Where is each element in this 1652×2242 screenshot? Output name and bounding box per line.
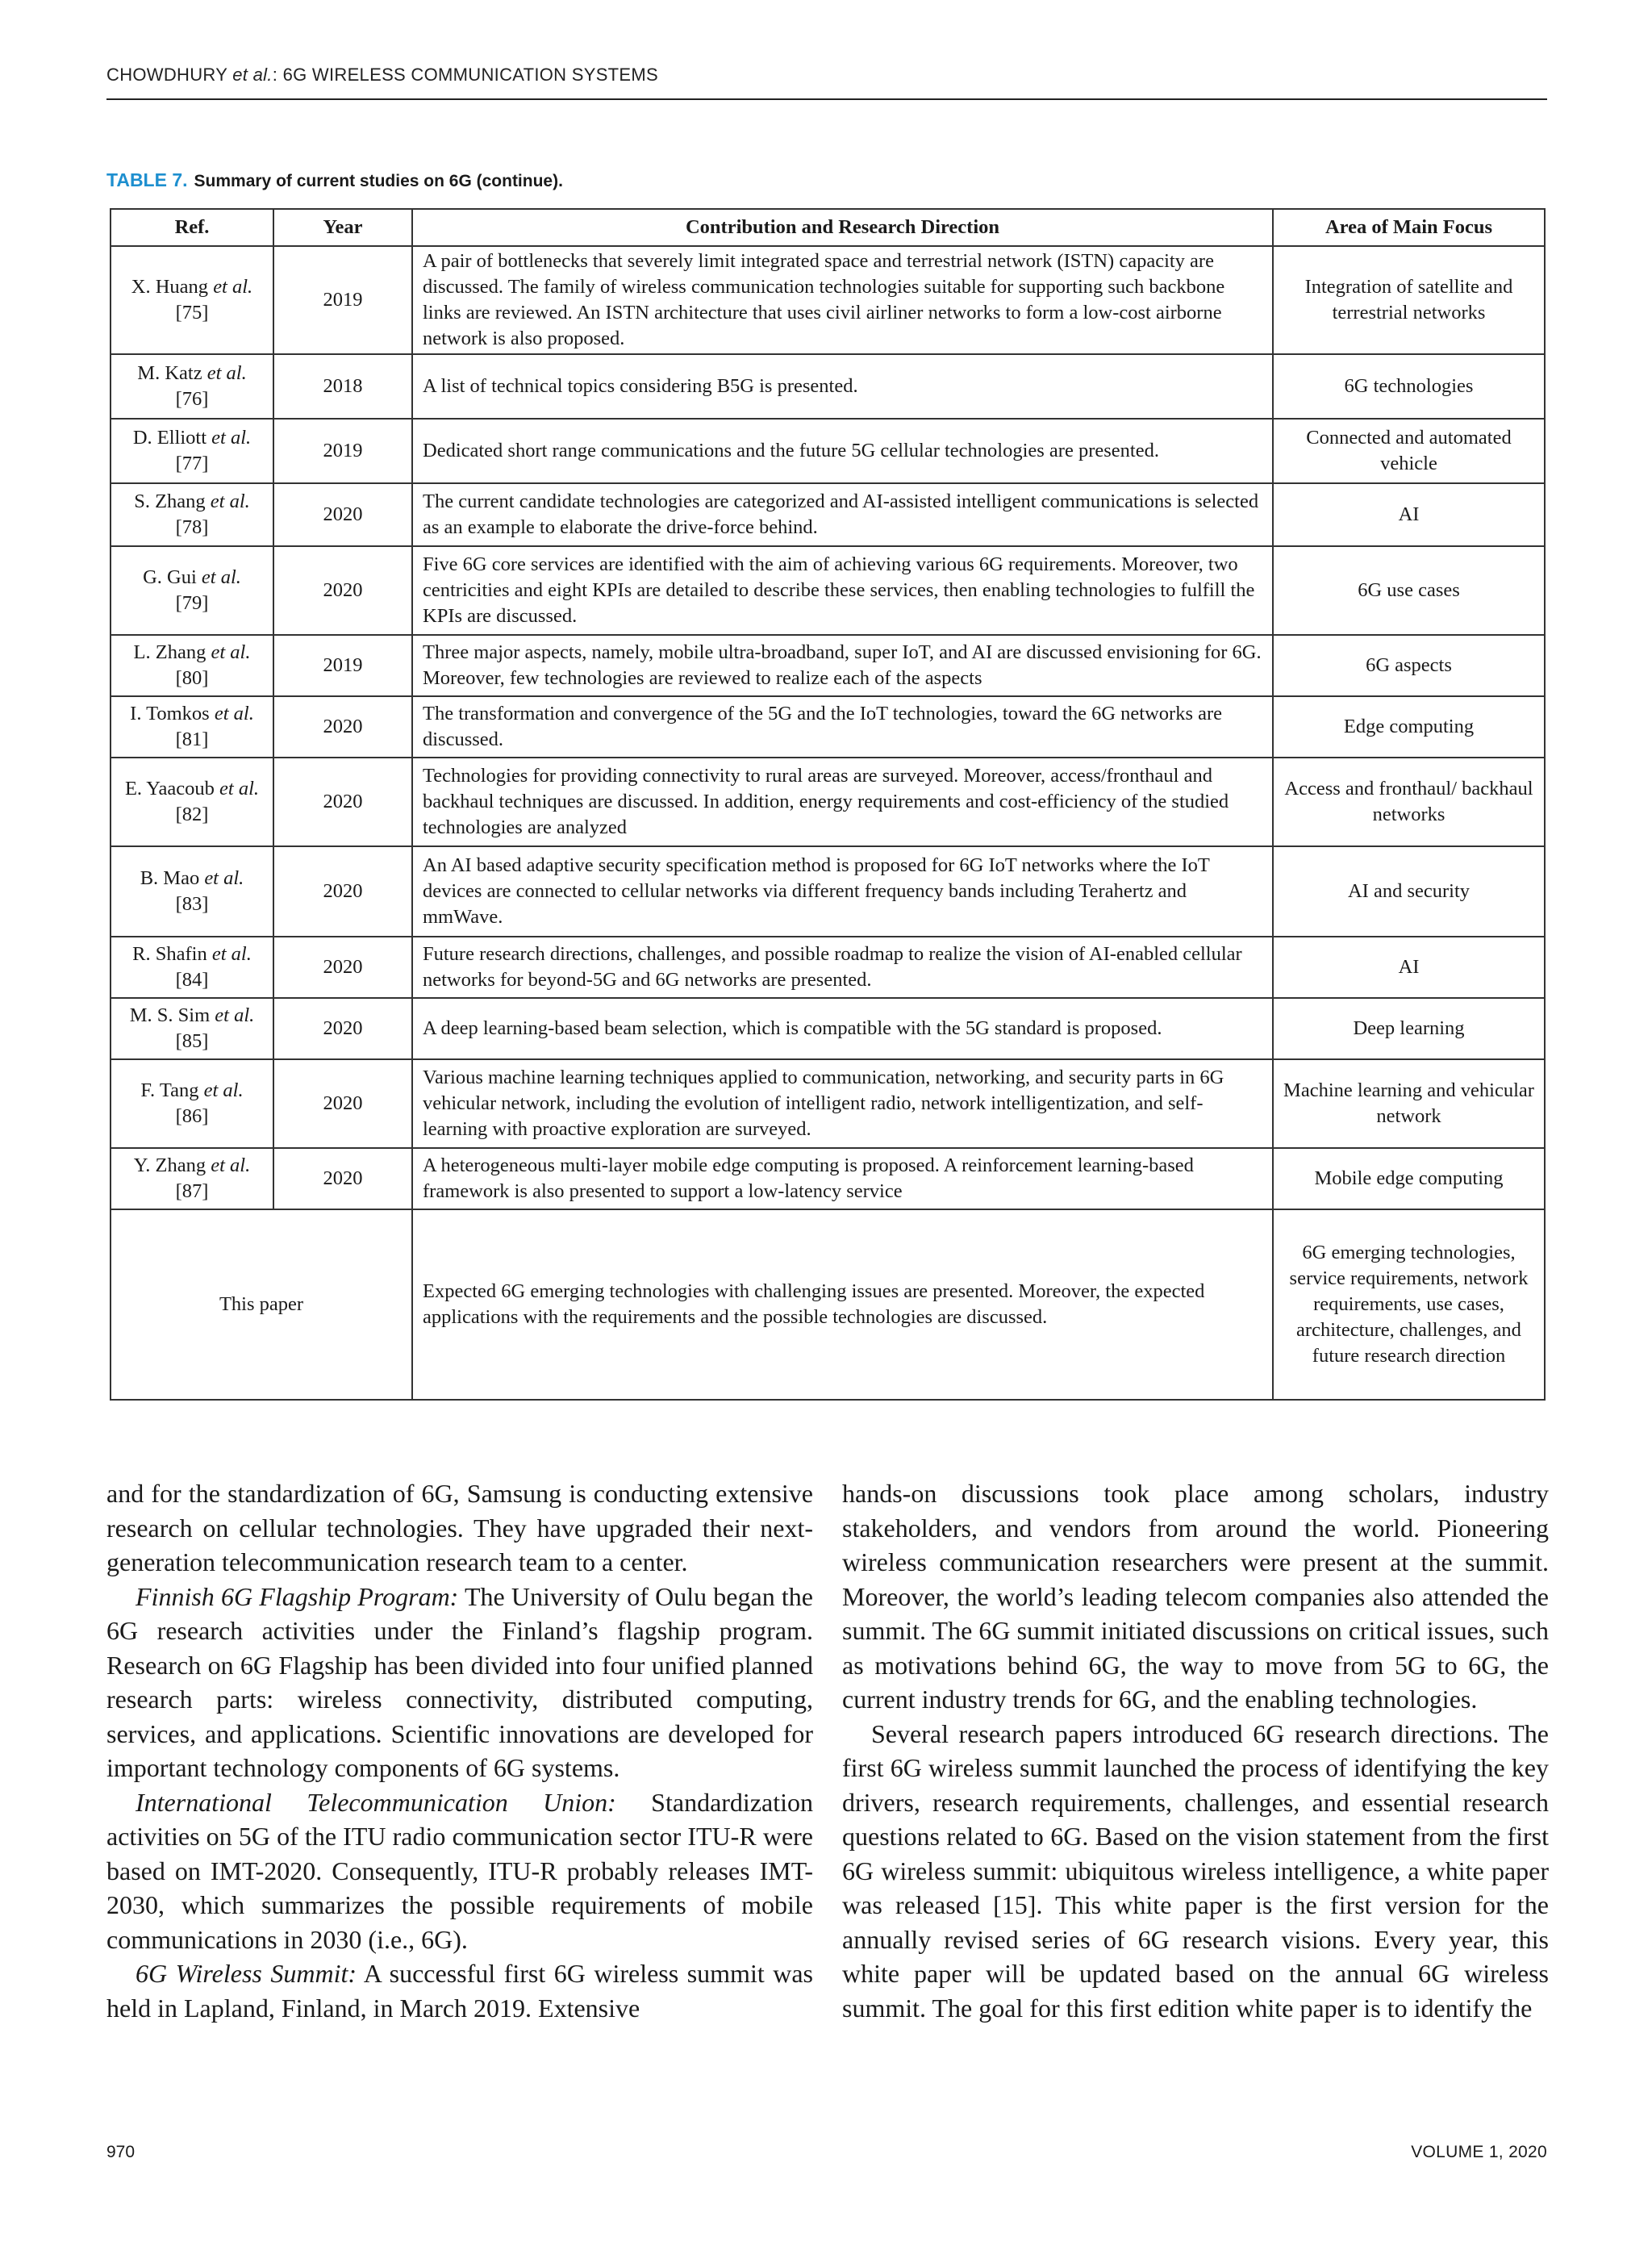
paragraph-text: Standardization activities on 5G of the ITU radio communication sector ITU-R were based on IMT-2020. Consequently, ITU-R probably releases IMT-2030, which summarizes the possible requirements of mobile communications in 2030 (i.e., 6G).: [106, 1787, 814, 1954]
table-row: [111, 998, 1545, 1059]
contribution-cell: Three major aspects, namely, mobile ultra-broadband, super IoT, and AI are discussed envisioning for 6G. Moreover, few technologies are reviewed to realize each of the aspects: [412, 635, 1273, 696]
year-cell: 2019: [273, 635, 412, 696]
paragraph: [106, 1956, 813, 2025]
ref-author: M. S. Sim: [129, 1004, 215, 1026]
contribution-cell: A pair of bottlenecks that severely limit integrated space and terrestrial network (ISTN) capacity are discussed. The family of wireless communication technologies suitable for supporting such backbone links are reviewed. An ISTN architecture that uses civil airliner networks to form a low-cost airborne network is also proposed.: [412, 246, 1273, 354]
ref-number: [80]: [175, 667, 209, 689]
ref-cell: [111, 937, 273, 998]
ref-etal: et al.: [204, 867, 244, 889]
table-row: [111, 354, 1545, 419]
ref-cell: [111, 1148, 273, 1209]
this-paper-label: This paper: [111, 1209, 412, 1400]
focus-cell: AI and security: [1273, 846, 1545, 937]
contribution-cell: The transformation and convergence of the 5G and the IoT technologies, toward the 6G networks are discussed.: [412, 696, 1273, 758]
ref-etal: et al.: [210, 491, 250, 512]
header-etal: et al.: [232, 65, 273, 85]
contribution-cell: Dedicated short range communications and the future 5G cellular technologies are presented.: [412, 419, 1273, 483]
paragraph: hands-on discussions took place among scholars, industry stakeholders, and vendors from around the world. Pioneering wireless communication researchers were present at the summit. Moreover, the world’s leading telecom companies also attended the summit. The 6G summit initiated discussions on critical issues, such as motivations behind 6G, the way to move from 5G to 6G, the current industry trends for 6G, and the enabling technologies.: [842, 1479, 1549, 1714]
ref-author: B. Mao: [140, 867, 205, 889]
ref-cell: [111, 758, 273, 846]
table-row: [111, 758, 1545, 846]
ref-number: [75]: [175, 302, 209, 324]
contribution-cell: An AI based adaptive security specification method is proposed for 6G IoT networks where the IoT devices are connected to cellular networks via different frequency bands including Terahertz and mmWave.: [412, 846, 1273, 937]
body-column-right: [842, 1476, 1549, 2025]
ref-cell: [111, 419, 273, 483]
ref-cell: [111, 246, 273, 354]
volume-label: VOLUME 1, 2020: [1411, 2143, 1547, 2161]
header-rule: [106, 98, 1547, 100]
focus-cell: 6G use cases: [1273, 546, 1545, 635]
ref-number: [77]: [175, 453, 209, 474]
focus-cell: Edge computing: [1273, 696, 1545, 758]
ref-author: Y. Zhang: [133, 1154, 211, 1176]
ref-cell: [111, 1059, 273, 1148]
ref-author: I. Tomkos: [130, 703, 215, 724]
ref-number: [84]: [175, 969, 209, 991]
column-header-focus: Area of Main Focus: [1273, 209, 1545, 246]
table-row: [111, 937, 1545, 998]
focus-cell: AI: [1273, 937, 1545, 998]
focus-cell: Connected and automated vehicle: [1273, 419, 1545, 483]
ref-number: [76]: [175, 388, 209, 410]
ref-author: L. Zhang: [133, 641, 211, 663]
column-header-ref: Ref.: [111, 209, 273, 246]
ref-cell: [111, 635, 273, 696]
ref-number: [86]: [175, 1105, 209, 1127]
paragraph-heading: 6G Wireless Summit:: [136, 1959, 357, 1988]
ref-cell: [111, 998, 273, 1059]
body-column-left: [106, 1476, 813, 2025]
ref-number: [82]: [175, 804, 209, 825]
ref-etal: et al.: [214, 703, 254, 724]
ref-number: [81]: [175, 729, 209, 750]
year-cell: 2019: [273, 419, 412, 483]
year-cell: 2020: [273, 998, 412, 1059]
focus-cell: 6G emerging technologies, service requirements, network requirements, use cases, architecture, challenges, and future research direction: [1273, 1209, 1545, 1400]
table-row-this-paper: [111, 1209, 1545, 1400]
ref-etal: et al.: [211, 1154, 251, 1176]
contribution-cell: The current candidate technologies are categorized and AI-assisted intelligent communications is selected as an example to elaborate the drive-force behind.: [412, 483, 1273, 546]
year-cell: 2020: [273, 937, 412, 998]
table-header-row: [111, 209, 1545, 246]
page-number: 970: [106, 2143, 136, 2161]
ref-author: E. Yaacoub: [124, 778, 220, 800]
ref-author: X. Huang: [131, 276, 214, 298]
paragraph: Several research papers introduced 6G research directions. The first 6G wireless summit launched the process of identifying the key drivers, research requirements, challenges, and essential research questions related to 6G. Based on the vision statement from the first 6G wireless summit: ubiquitous wireless intelligence, a white paper was released [15]. This white paper is the first version for the annually revised series of 6G research visions. Every year, this white paper will be updated based on the annual 6G wireless summit. The goal for this first edition white paper is to identify the: [842, 1718, 1549, 2023]
focus-cell: Mobile edge computing: [1273, 1148, 1545, 1209]
contribution-cell: A heterogeneous multi-layer mobile edge computing is proposed. A reinforcement learning-based framework is also presented to support a low-latency service: [412, 1148, 1273, 1209]
ref-etal: et al.: [211, 641, 251, 663]
summary-table: [110, 208, 1546, 1401]
table-row: [111, 419, 1545, 483]
table-row: [111, 1059, 1545, 1148]
ref-author: S. Zhang: [134, 491, 211, 512]
ref-etal: et al.: [201, 566, 241, 588]
year-cell: 2019: [273, 246, 412, 354]
running-header: [106, 65, 1547, 86]
focus-cell: AI: [1273, 483, 1545, 546]
ref-cell: [111, 546, 273, 635]
ref-etal: et al.: [211, 427, 252, 449]
year-cell: 2018: [273, 354, 412, 419]
focus-cell: Deep learning: [1273, 998, 1545, 1059]
table-row: [111, 483, 1545, 546]
year-cell: 2020: [273, 483, 412, 546]
ref-etal: et al.: [213, 276, 253, 298]
table-row: [111, 635, 1545, 696]
table-row: [111, 696, 1545, 758]
ref-author: F. Tang: [140, 1079, 204, 1101]
year-cell: 2020: [273, 1059, 412, 1148]
ref-author: M. Katz: [137, 362, 207, 384]
contribution-cell: Five 6G core services are identified with the aim of achieving various 6G requirements. Moreover, two centricities and eight KPIs are detailed to describe these services, then enabling technologies to fulfill the KPIs are discussed.: [412, 546, 1273, 635]
contribution-cell: A list of technical topics considering B5G is presented.: [412, 354, 1273, 419]
year-cell: 2020: [273, 758, 412, 846]
contribution-cell: A deep learning-based beam selection, which is compatible with the 5G standard is proposed.: [412, 998, 1273, 1059]
ref-number: [79]: [175, 592, 209, 614]
focus-cell: 6G technologies: [1273, 354, 1545, 419]
focus-cell: 6G aspects: [1273, 635, 1545, 696]
ref-cell: [111, 483, 273, 546]
ref-number: [87]: [175, 1180, 209, 1202]
paragraph: and for the standardization of 6G, Samsung is conducting extensive research on cellular technologies. They have upgraded their next-generation telecommunication research team to a center.: [106, 1479, 813, 1576]
table-caption-text: Summary of current studies on 6G (continue).: [194, 172, 563, 190]
column-header-contribution: Contribution and Research Direction: [412, 209, 1273, 246]
paragraph-text: A successful first 6G wireless summit was held in Lapland, Finland, in March 2019. Extensive: [106, 1959, 814, 2023]
ref-number: [78]: [175, 516, 209, 538]
table-row: [111, 546, 1545, 635]
header-title: 6G WIRELESS COMMUNICATION SYSTEMS: [282, 65, 658, 85]
ref-etal: et al.: [215, 1004, 255, 1026]
ref-cell: [111, 846, 273, 937]
paragraph: [106, 1580, 813, 1785]
year-cell: 2020: [273, 546, 412, 635]
ref-author: R. Shafin: [132, 943, 212, 965]
ref-author: D. Elliott: [132, 427, 212, 449]
contribution-cell: Expected 6G emerging technologies with challenging issues are presented. Moreover, the expected applications with the requirements and the possible technologies are discussed.: [412, 1209, 1273, 1400]
paragraph: [106, 1785, 813, 1957]
ref-cell: [111, 696, 273, 758]
table-row: [111, 246, 1545, 354]
year-cell: 2020: [273, 846, 412, 937]
ref-etal: et al.: [211, 943, 252, 965]
contribution-cell: Technologies for providing connectivity to rural areas are surveyed. Moreover, access/fronthaul and backhaul techniques are discussed. In addition, energy requirements and cost-efficiency of the studied technologies are analyzed: [412, 758, 1273, 846]
ref-author: G. Gui: [143, 566, 202, 588]
header-author: CHOWDHURY: [106, 65, 227, 85]
ref-etal: et al.: [206, 362, 247, 384]
table-row: [111, 1148, 1545, 1209]
paragraph-heading: International Telecommunication Union:: [136, 1787, 616, 1817]
table-label: TABLE 7.: [106, 169, 188, 190]
paragraph-heading: Finnish 6G Flagship Program:: [136, 1581, 459, 1611]
paragraph-text: The University of Oulu began the 6G research activities under the Finland’s flagship program. Research on 6G Flagship has been divided into four unified planned research parts: wireless connectivity, distributed computing, services, and applications. Scientific innovations are developed for important technology components of 6G systems.: [106, 1581, 813, 1782]
table-caption: [106, 169, 563, 191]
focus-cell: Access and fronthaul/ backhaul networks: [1273, 758, 1545, 846]
table-row: [111, 846, 1545, 937]
focus-cell: Integration of satellite and terrestrial networks: [1273, 246, 1545, 354]
ref-number: [83]: [175, 893, 209, 915]
contribution-cell: Future research directions, challenges, and possible roadmap to realize the vision of AI-enabled cellular networks for beyond-5G and 6G networks are presented.: [412, 937, 1273, 998]
ref-cell: [111, 354, 273, 419]
contribution-cell: Various machine learning techniques applied to communication, networking, and security parts in 6G vehicular network, including the evolution of intelligent radio, network intelligentization, and self-learning with proactive exploration are surveyed.: [412, 1059, 1273, 1148]
column-header-year: Year: [273, 209, 412, 246]
header-colon: :: [272, 65, 278, 85]
year-cell: 2020: [273, 696, 412, 758]
ref-number: [85]: [175, 1030, 209, 1052]
year-cell: 2020: [273, 1148, 412, 1209]
ref-etal: et al.: [219, 778, 260, 800]
ref-etal: et al.: [203, 1079, 244, 1101]
focus-cell: Machine learning and vehicular network: [1273, 1059, 1545, 1148]
